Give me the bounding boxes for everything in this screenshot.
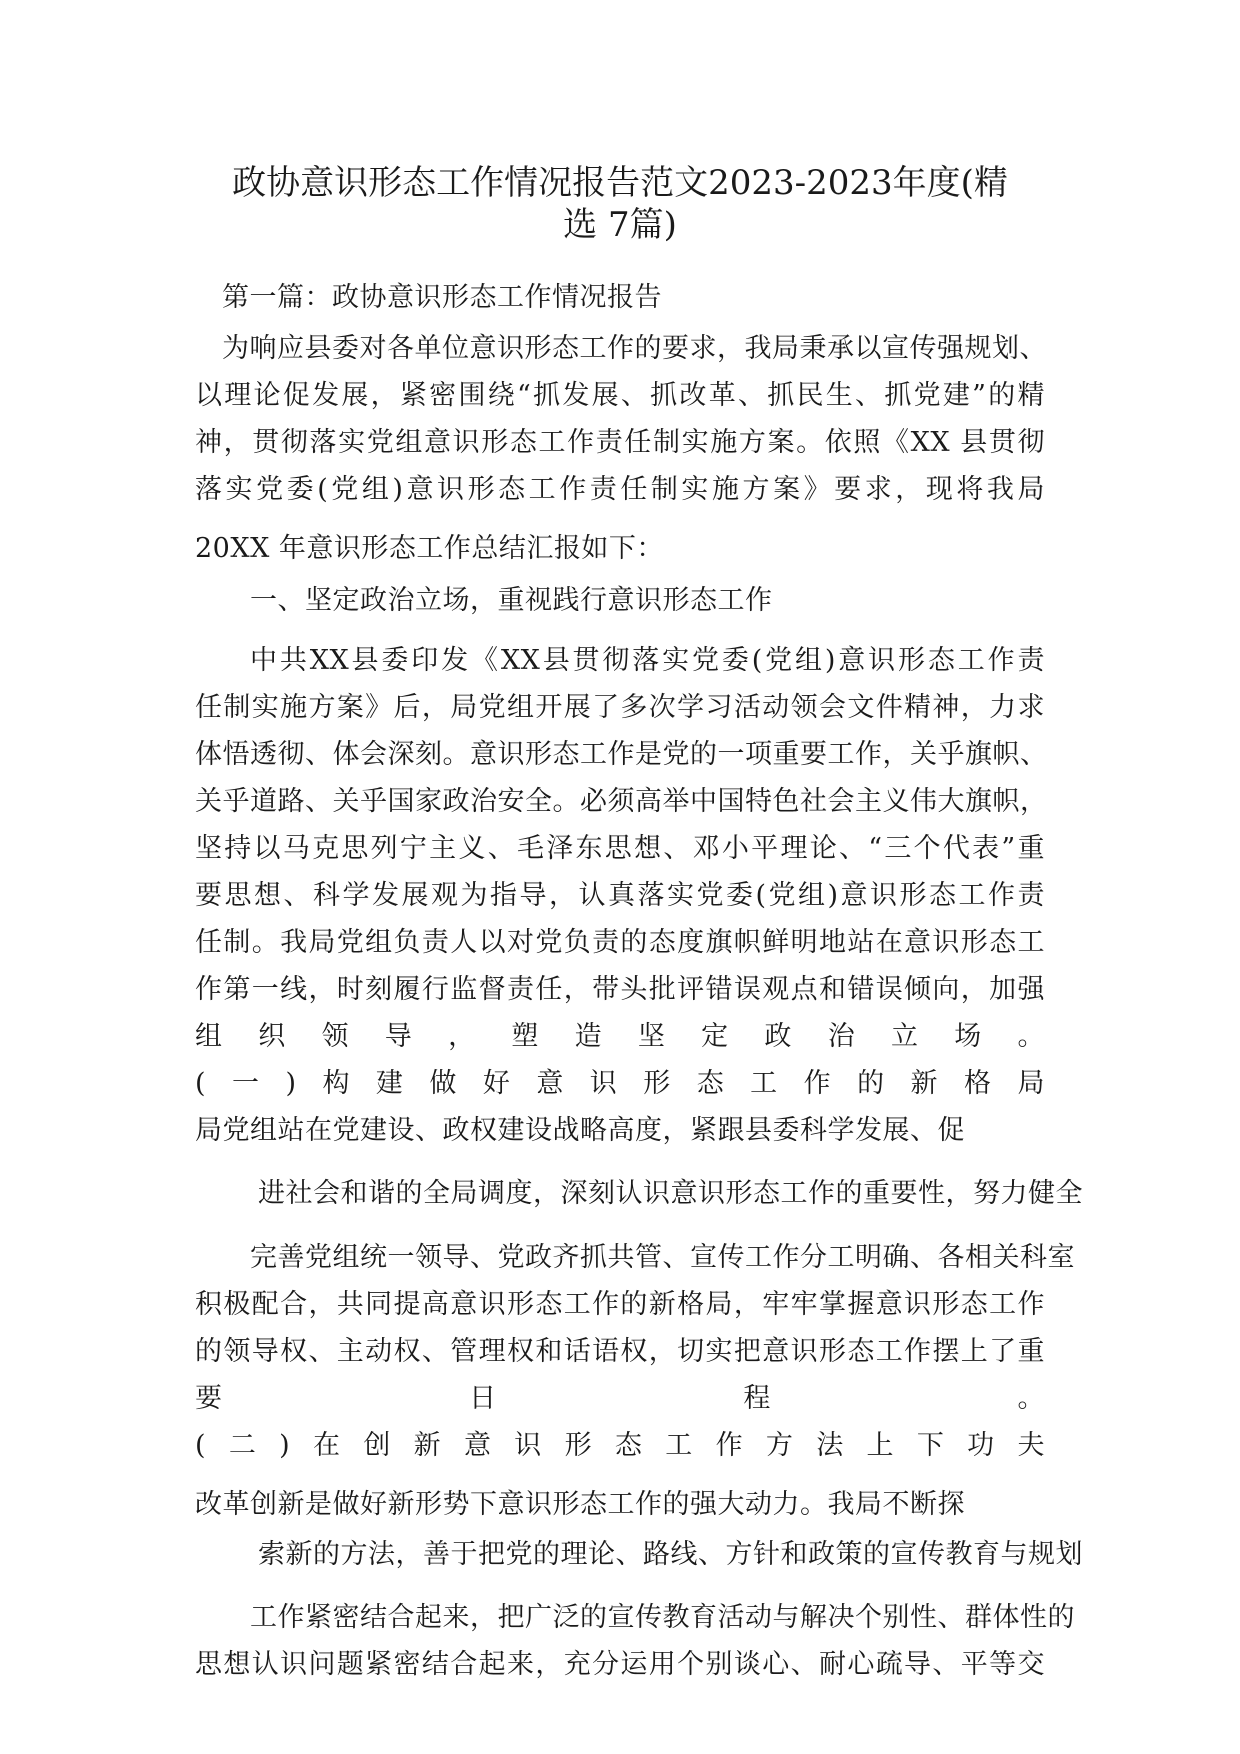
paragraph-line: 组织领导，塑造坚定政治立场。: [195, 1021, 1045, 1052]
paragraph-line: 改革创新是做好新形势下意识形态工作的强大动力。我局不断探: [195, 1489, 965, 1520]
paragraph-line: 要日程。: [195, 1383, 1045, 1414]
paragraph-line: 完善党组统一领导、党政齐抓共管、宣传工作分工明确、各相关科室: [250, 1242, 1075, 1273]
paragraph-line: 要思想、科学发展观为指导，认真落实党委(党组)意识形态工作责: [195, 880, 1045, 911]
document-title-line-1: 政协意识形态工作情况报告范文2023-2023年度(精: [232, 163, 1008, 203]
paragraph-line: 局党组站在党建设、政权建设战略高度，紧跟县委科学发展、促: [195, 1115, 965, 1146]
paragraph-line: 任制实施方案》后，局党组开展了多次学习活动领会文件精神，力求: [195, 692, 1045, 723]
paragraph-line: 为响应县委对各单位意识形态工作的要求，我局秉承以宣传强规划、: [222, 333, 1047, 364]
subsection-heading: 进社会和谐的全局调度，深刻认识意识形态工作的重要性，努力健全: [258, 1178, 1083, 1209]
paragraph-line: 神，贯彻落实党组意识形态工作责任制实施方案。依照《XX 县贯彻: [195, 427, 1045, 458]
paragraph-line: 关乎道路、关乎国家政治安全。必须高举中国特色社会主义伟大旗帜，: [195, 786, 1048, 817]
subsection-heading: 一、坚定政治立场，重视践行意识形态工作: [250, 585, 773, 616]
paragraph-line: 积极配合，共同提高意识形态工作的新格局，牢牢掌握意识形态工作: [195, 1289, 1045, 1320]
paragraph-line: 体悟透彻、体会深刻。意识形态工作是党的一项重要工作，关乎旗帜、: [195, 739, 1048, 770]
paragraph-line: 的领导权、主动权、管理权和话语权，切实把意识形态工作摆上了重: [195, 1336, 1045, 1367]
paragraph-line: 坚持以马克思列宁主义、毛泽东思想、邓小平理论、“三个代表”重: [195, 833, 1045, 864]
subsection-heading: 索新的方法，善于把党的理论、路线、方针和政策的宣传教育与规划: [258, 1539, 1083, 1570]
paragraph-line: (一)构建做好意识形态工作的新格局: [195, 1068, 1045, 1099]
paragraph-line: 20XX 年意识形态工作总结汇报如下：: [195, 533, 664, 564]
paragraph-line: 工作紧密结合起来，把广泛的宣传教育活动与解决个别性、群体性的: [250, 1602, 1075, 1633]
paragraph-line: 中共XX县委印发《XX县贯彻落实党委(党组)意识形态工作责: [250, 645, 1045, 676]
paragraph-line: 任制。我局党组负责人以对党负责的态度旗帜鲜明地站在意识形态工: [195, 927, 1045, 958]
paragraph-line: 落实党委(党组)意识形态工作责任制实施方案》要求，现将我局: [195, 474, 1045, 505]
paragraph-line: (二)在创新意识形态工作方法上下功夫: [195, 1430, 1045, 1461]
document-title-line-2: 选 7篇): [563, 205, 677, 245]
paragraph-line: 以理论促发展，紧密围绕“抓发展、抓改革、抓民生、抓党建”的精: [195, 380, 1045, 411]
paragraph-line: 作第一线，时刻履行监督责任，带头批评错误观点和错误倾向，加强: [195, 974, 1045, 1005]
paragraph-line: 思想认识问题紧密结合起来，充分运用个别谈心、耐心疏导、平等交: [195, 1649, 1045, 1680]
section-heading: 第一篇：政协意识形态工作情况报告: [222, 282, 662, 313]
